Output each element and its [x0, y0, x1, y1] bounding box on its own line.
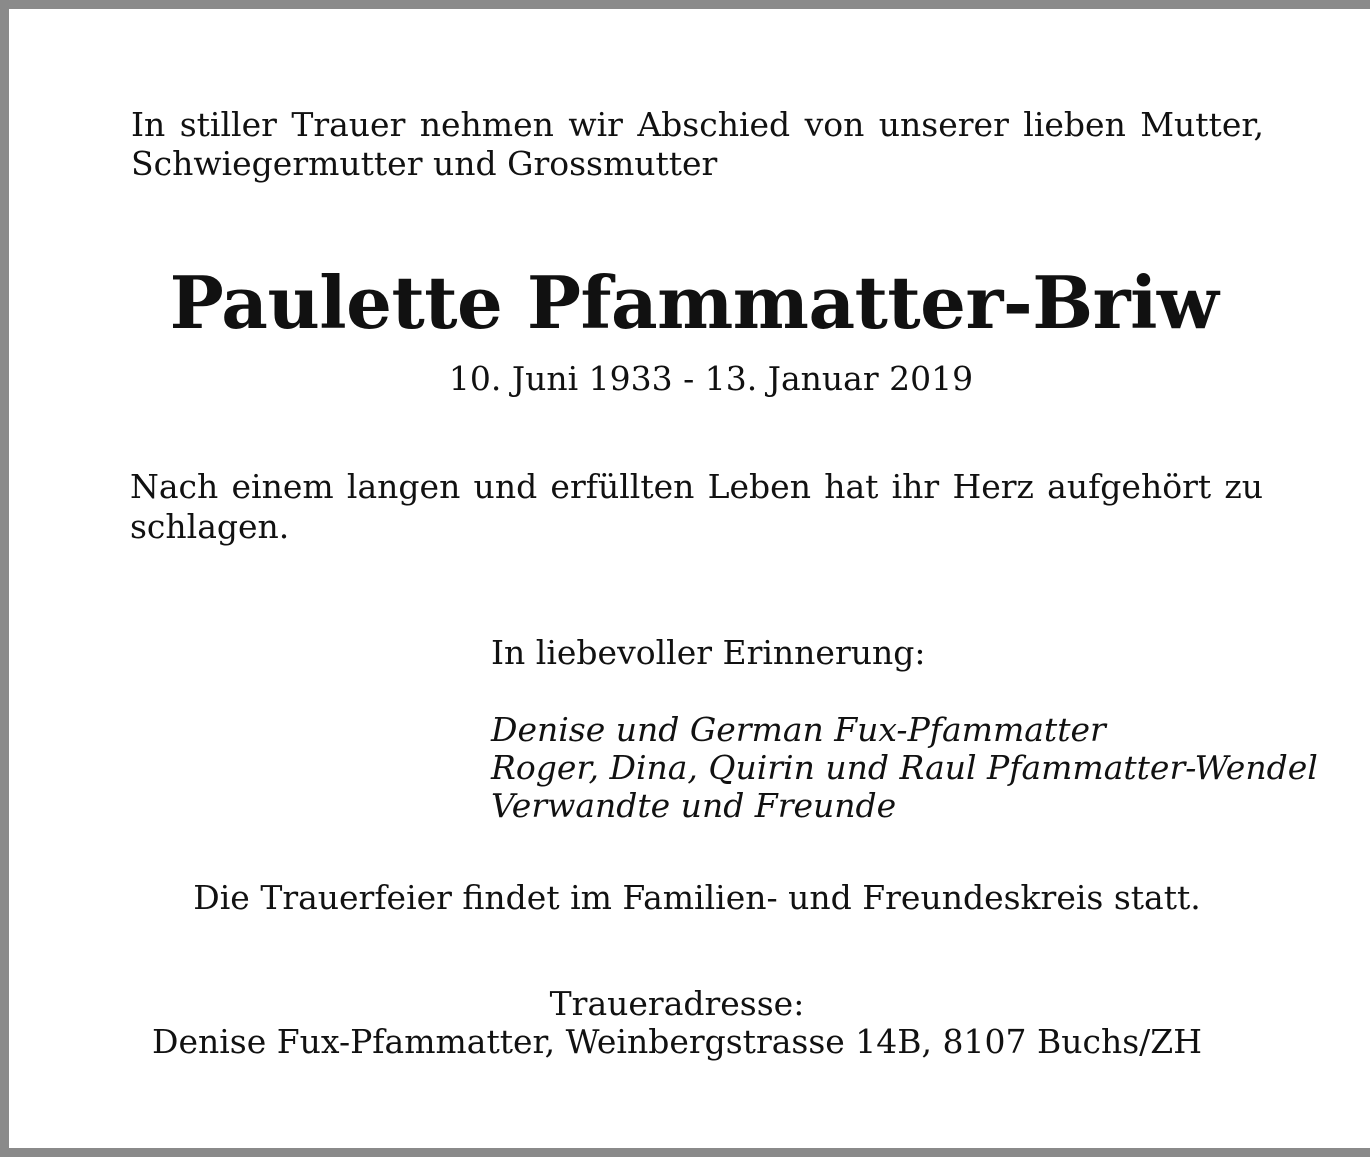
deceased-name: Paulette Pfammatter-Briw: [169, 260, 1219, 345]
life-dates: 10. Juni 1933 - 13. Januar 2019: [448, 359, 974, 398]
remembrance-heading: In liebevoller Erinnerung:: [491, 633, 926, 672]
mourner-line: Roger, Dina, Quirin und Raul Pfammatter-Wendel: [491, 748, 1318, 787]
mourner-line: Verwandte und Freunde: [491, 786, 897, 825]
address-label: Traueradresse:: [549, 984, 805, 1023]
mourner-line: Denise und German Fux-Pfammatter: [491, 710, 1106, 749]
ceremony-note: Die Trauerfeier findet im Familien- und Freundeskreis statt.: [193, 878, 1201, 917]
farewell-message: Nach einem langen und erfüllten Leben hat ihr Herz aufgehört zu schlagen.: [130, 467, 1263, 546]
mourning-address: Denise Fux-Pfammatter, Weinbergstrasse 14B, 8107 Buchs/ZH: [152, 1022, 1202, 1061]
intro-text: In stiller Trauer nehmen wir Abschied von unserer lieben Mutter, Schwiegermutter und Grossmutter: [131, 105, 1264, 183]
